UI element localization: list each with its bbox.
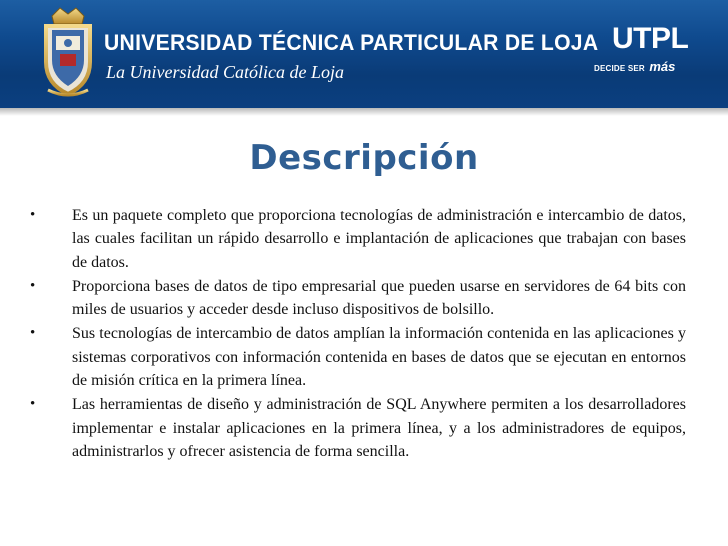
utpl-brand-logo bbox=[594, 22, 706, 82]
bullet-text: Es un paquete completo que proporciona tecnologías de administración e intercambio de datos, las cuales facilitan un rápido desarrollo e implantación de aplicaciones que trabajan con bases de datos. bbox=[72, 207, 686, 271]
university-name: UNIVERSIDAD TÉCNICA PARTICULAR DE LOJA bbox=[104, 30, 599, 55]
university-seal-icon bbox=[38, 6, 98, 98]
university-motto: La Universidad Católica de Loja bbox=[106, 62, 344, 82]
brand-slogan-big: más bbox=[649, 59, 676, 74]
bullet-marker: • bbox=[30, 396, 36, 413]
bullet-text: Proporciona bases de datos de tipo empresarial que pueden usarse en servidores de 64 bits con miles de usuarios y acceder desde incluso dispositivos de bolsillo. bbox=[72, 277, 686, 319]
bullet-item bbox=[30, 204, 686, 274]
slide-title: Descripción bbox=[249, 138, 479, 178]
bullet-list bbox=[30, 204, 686, 464]
bullet-text: Las herramientas de diseño y administración de SQL Anywhere permiten a los desarrolladores implementar e instalar aplicaciones en la primera línea, y a los administradores de equipos, administrarlos y ofrecer asistencia de forma sencilla. bbox=[72, 396, 686, 460]
bullet-marker: • bbox=[30, 277, 36, 294]
bullet-text: Sus tecnologías de intercambio de datos amplían la información contenida en las aplicaciones y sistemas corporativos con información contenida en bases de datos que se ejecutan en entornos de misión crítica en la primera línea. bbox=[72, 325, 686, 390]
bullet-marker: • bbox=[30, 207, 36, 223]
brand-name: UTPL bbox=[612, 22, 689, 55]
bullet-marker: • bbox=[30, 325, 36, 342]
header-banner bbox=[0, 0, 728, 108]
bullet-item bbox=[30, 322, 686, 392]
brand-slogan-small: DECIDE SER bbox=[594, 64, 645, 73]
brand-slogan bbox=[594, 58, 675, 76]
bullet-item bbox=[30, 393, 686, 463]
bullet-item bbox=[30, 275, 686, 322]
header-shadow bbox=[0, 108, 728, 116]
